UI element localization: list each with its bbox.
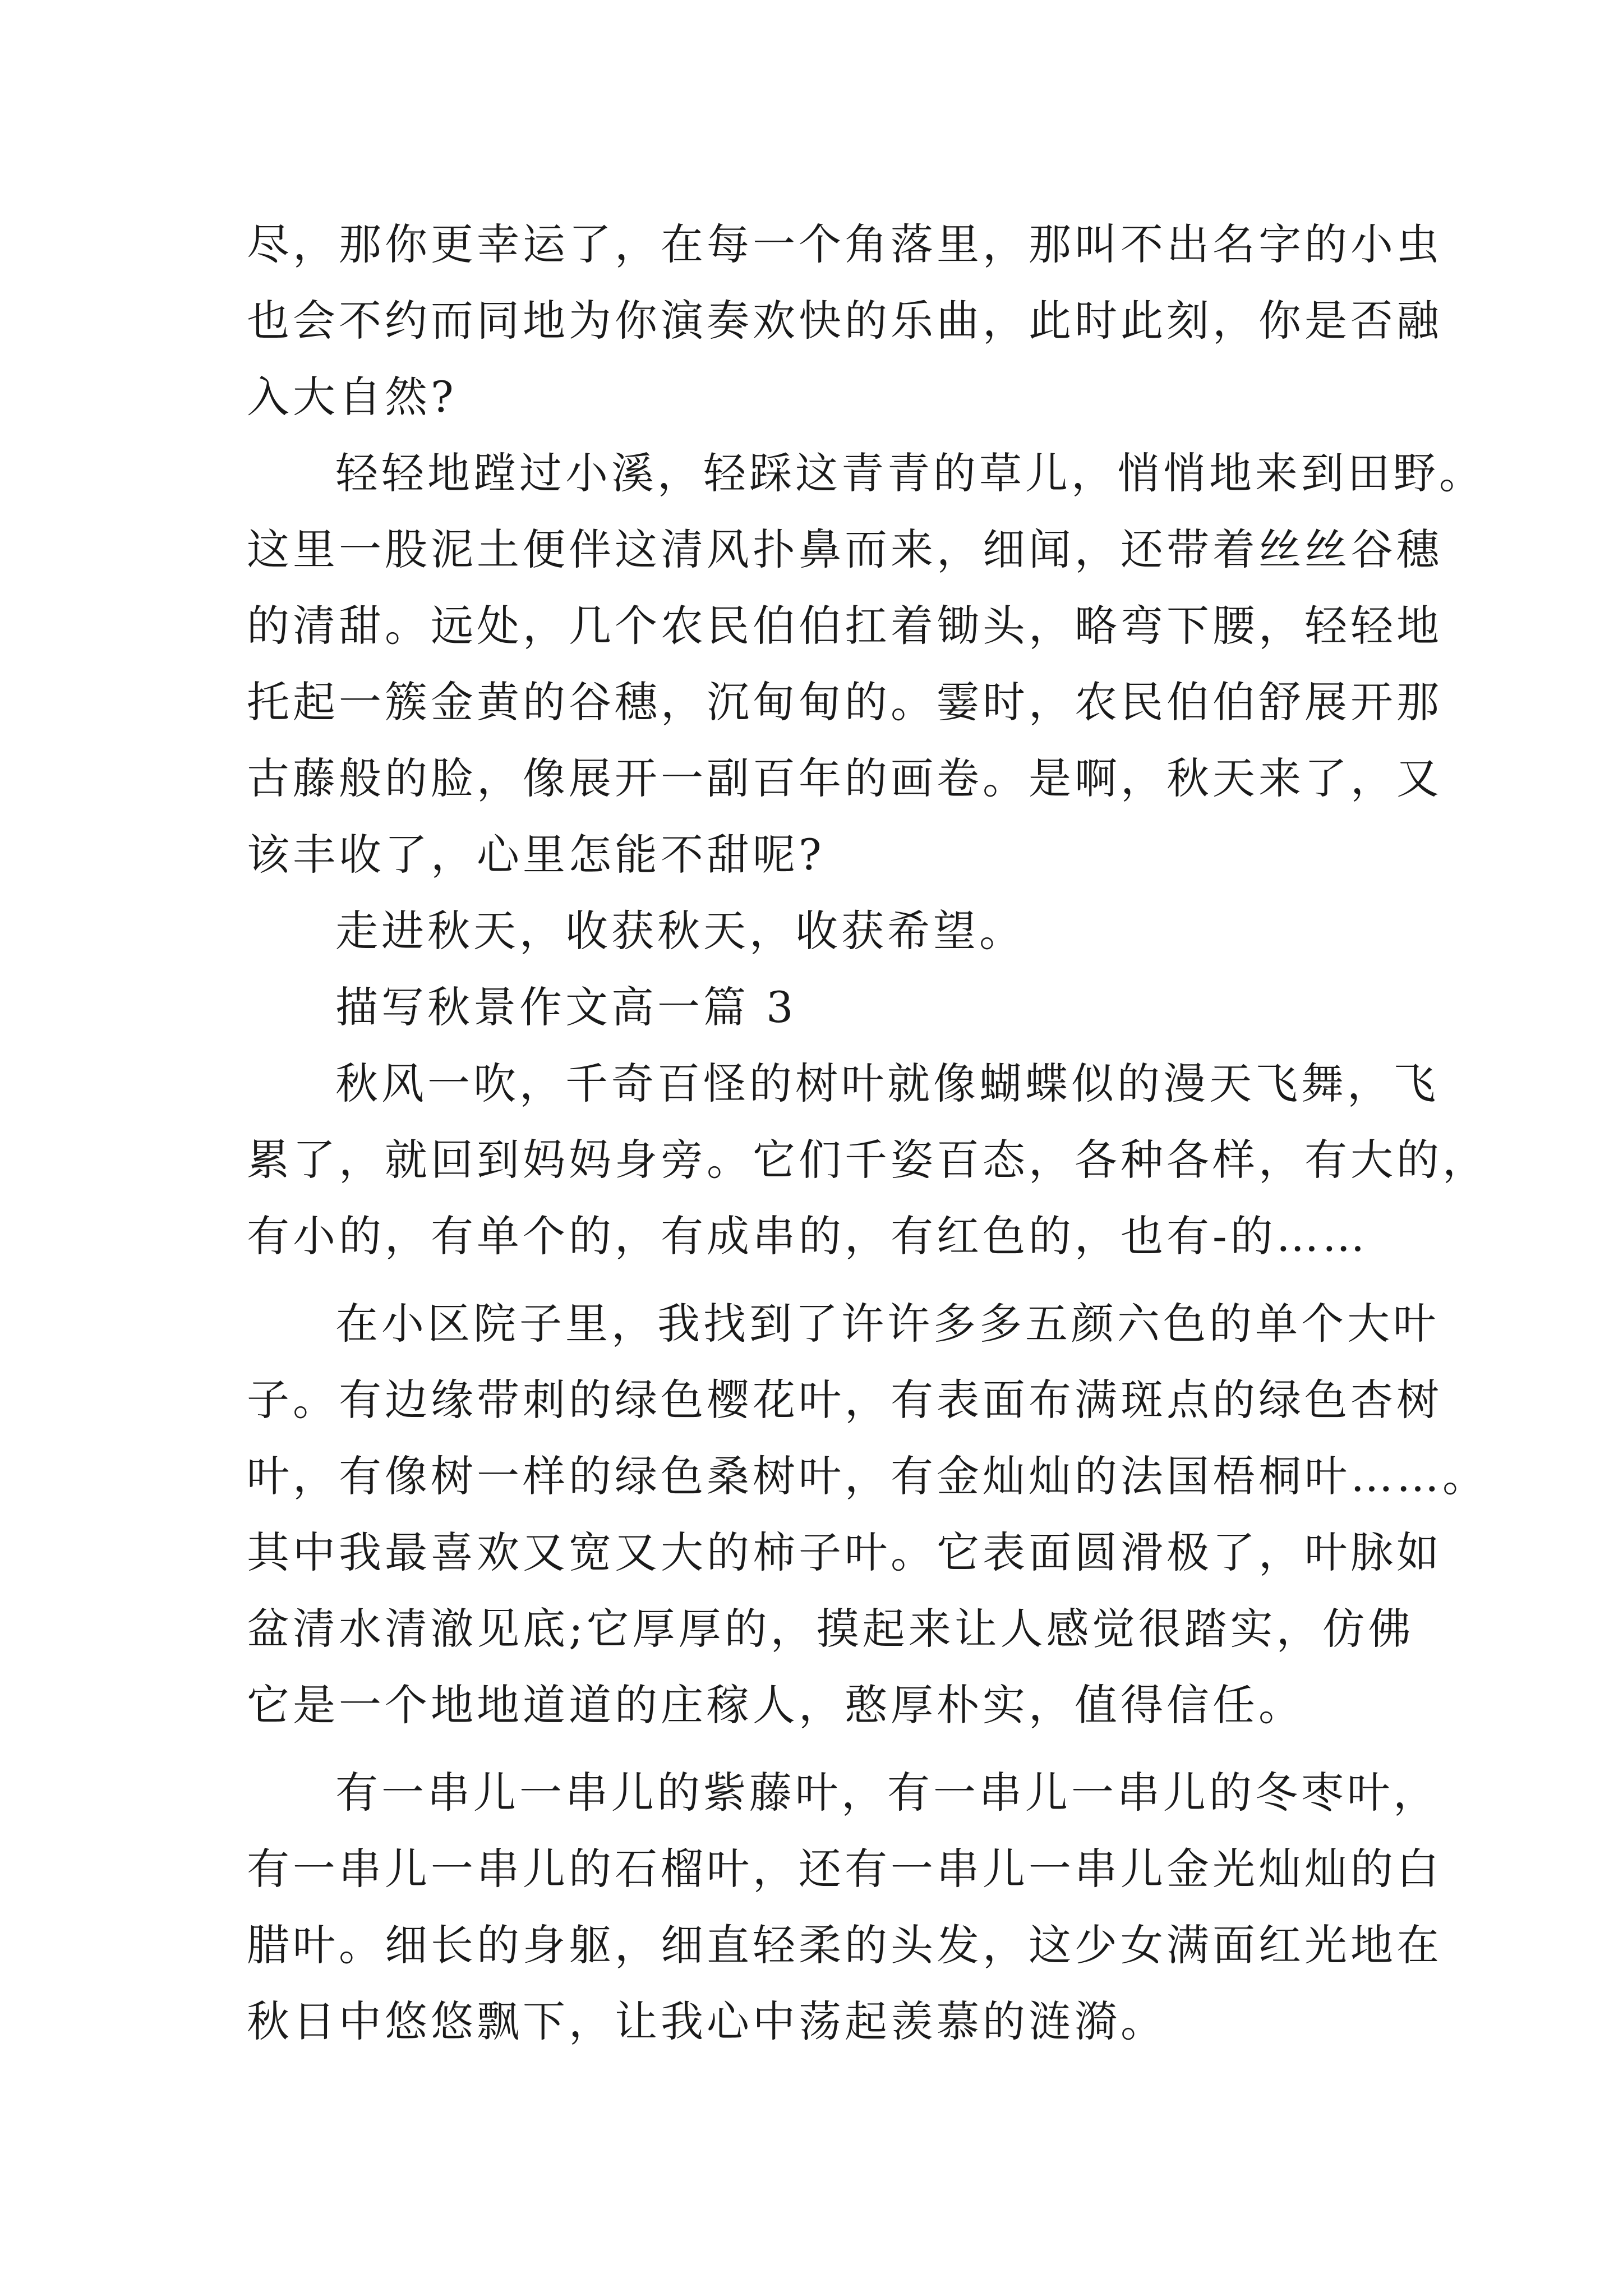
paragraph-start-line: 有一串儿一串儿的紫藤叶，有一串儿一串儿的冬枣叶， (335, 1768, 1439, 1818)
paragraph-start-line: 轻轻地蹚过小溪，轻踩这青青的草儿，悄悄地来到田野。 (335, 448, 1485, 498)
paragraph-start-line: 走进秋天，收获秋天，收获希望。 (335, 906, 1025, 956)
text-line: 有一串儿一串儿的石榴叶，还有一串儿一串儿金光灿灿的白 (247, 1844, 1442, 1894)
text-line: 秋日中悠悠飘下，让我心中荡起羡慕的涟漪。 (247, 1996, 1166, 2046)
text-line: 有小的，有单个的，有成串的，有红色的，也有-的…… (247, 1211, 1368, 1261)
text-line: 累了，就回到妈妈身旁。它们千姿百态，各种各样，有大的， (247, 1135, 1488, 1185)
text-line: 的清甜。远处，几个农民伯伯扛着锄头，略弯下腰，轻轻地 (247, 601, 1442, 651)
text-line: 叶，有像树一样的绿色桑树叶，有金灿灿的法国梧桐叶……。 (247, 1451, 1488, 1501)
text-line: 子。有边缘带刺的绿色樱花叶，有表面布满斑点的绿色杏树 (247, 1375, 1442, 1425)
text-line: 其中我最喜欢又宽又大的柿子叶。它表面圆滑极了，叶脉如 (247, 1527, 1442, 1577)
paragraph-start-line: 在小区院子里，我找到了许许多多五颜六色的单个大叶 (335, 1299, 1439, 1349)
text-line: 入大自然? (247, 372, 457, 422)
text-line: 盆清水清澈见底;它厚厚的，摸起来让人感觉很踏实，仿佛 (247, 1604, 1414, 1654)
article-body (247, 206, 1488, 2060)
text-line: 腊叶。细长的身躯，细直轻柔的头发，这少女满面红光地在 (247, 1920, 1442, 1970)
text-line: 它是一个地地道道的庄稼人，憨厚朴实，值得信任。 (247, 1680, 1304, 1730)
text-line: 尽，那你更幸运了，在每一个角落里，那叫不出名字的小虫 (247, 219, 1442, 269)
text-line: 托起一簇金黄的谷穗，沉甸甸的。霎时，农民伯伯舒展开那 (247, 677, 1442, 727)
paragraph-start-line: 秋风一吹，千奇百怪的树叶就像蝴蝶似的漫天飞舞，飞 (335, 1059, 1439, 1108)
text-line: 该丰收了，心里怎能不甜呢? (247, 830, 825, 880)
text-line: 这里一股泥土便伴这清风扑鼻而来，细闻，还带着丝丝谷穗 (247, 524, 1442, 574)
section-heading: 描写秋景作文高一篇 3 (335, 982, 797, 1032)
text-line: 古藤般的脸，像展开一副百年的画卷。是啊，秋天来了，又 (247, 753, 1442, 803)
text-line: 也会不约而同地为你演奏欢快的乐曲，此时此刻，你是否融 (247, 296, 1442, 346)
